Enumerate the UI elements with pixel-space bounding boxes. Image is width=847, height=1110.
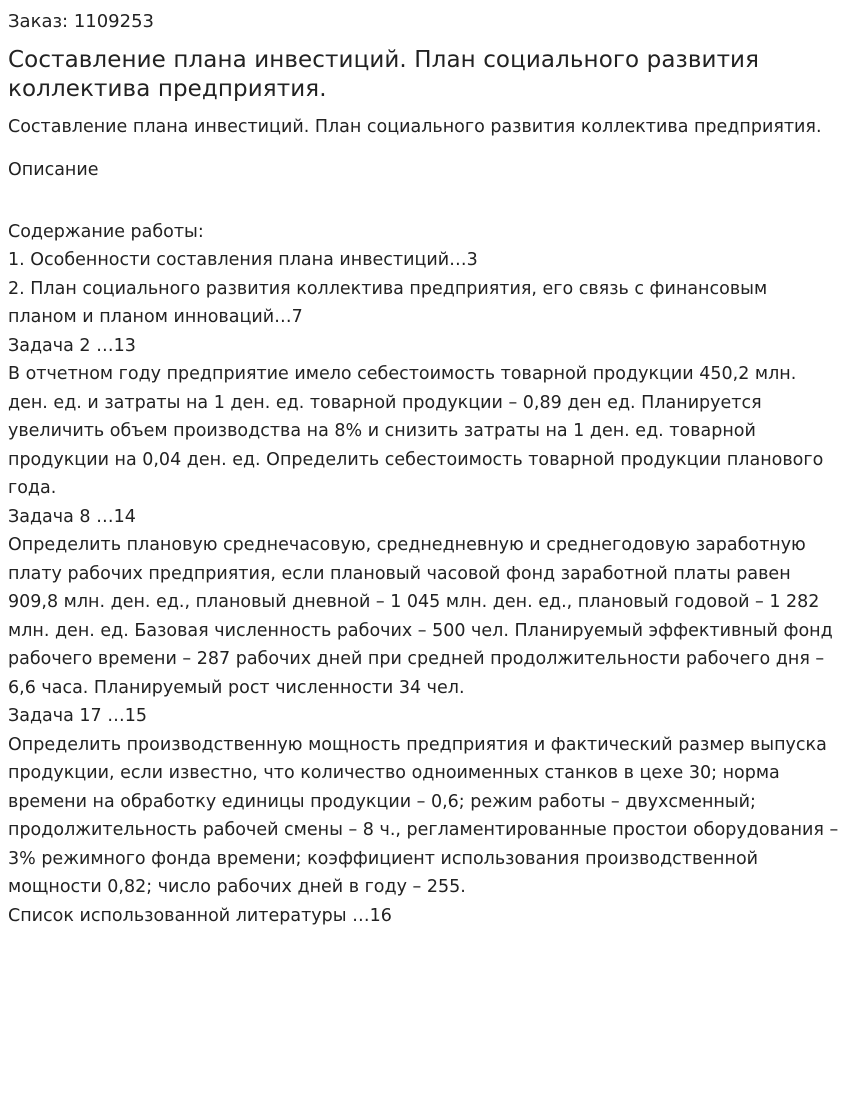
order-number: Заказ: 1109253 — [8, 11, 154, 32]
contents-item-1: 1. Особенности составления плана инвестиций…3 — [8, 250, 478, 270]
task-2-heading: Задача 2 …13 — [8, 335, 136, 356]
task-17-heading: Задача 17 …15 — [8, 706, 147, 726]
description-label: Описание — [8, 159, 99, 180]
task-17-text: Определить производственную мощность предприятия и фактический размер выпуска продукции, если известно, что количество одноименных станков в цехе 30; норма времени на обработку единицы продукции – 0,6; режим работы – двухсменный; продолжительность рабочей смены – 8 ч., регламентированные простои оборудования – 3% режимного фонда времени; коэффициент использования производственной мощности 0,82; число рабочих дней в году – 255. — [8, 734, 839, 897]
work-contents — [8, 218, 839, 931]
page-subtitle: Составление плана инвестиций. План социального развития коллектива предприятия. — [8, 117, 822, 137]
page-title: Составление плана инвестиций. План социального развития коллектива предприятия. — [8, 47, 760, 102]
contents-item-2: 2. План социального развития коллектива предприятия, его связь с финансовым планом и планом инноваций…7 — [8, 278, 768, 327]
task-2-text: В отчетном году предприятие имело себестоимость товарной продукции 450,2 млн. ден. ед. и затраты на 1 ден. ед. товарной продукции – 0,89 ден ед. Планируется увеличить объем производства на 8% и снизить затраты на 1 ден. ед. товарной продукции на 0,04 ден. ед. Определить себестоимость товарной продукции планового года. — [8, 364, 824, 498]
task-8-text: Определить плановую среднечасовую, среднедневную и среднегодовую заработную плату рабочих предприятия, если плановый часовой фонд заработной платы равен 909,8 млн. ден. ед., плановый дневной – 1 045 млн. ден. ед., плановый годовой – 1 282 млн. ден. ед. Базовая численность рабочих – 500 чел. Планируемый эффективный фонд рабочего времени – 287 рабочих дней при средней продолжительности рабочего дня – 6,6 часа. Планируемый рост численности 34 чел. — [8, 535, 833, 698]
task-8-heading: Задача 8 …14 — [8, 506, 136, 527]
contents-heading: Содержание работы: — [8, 221, 204, 242]
references-item: Список использованной литературы …16 — [8, 905, 392, 926]
